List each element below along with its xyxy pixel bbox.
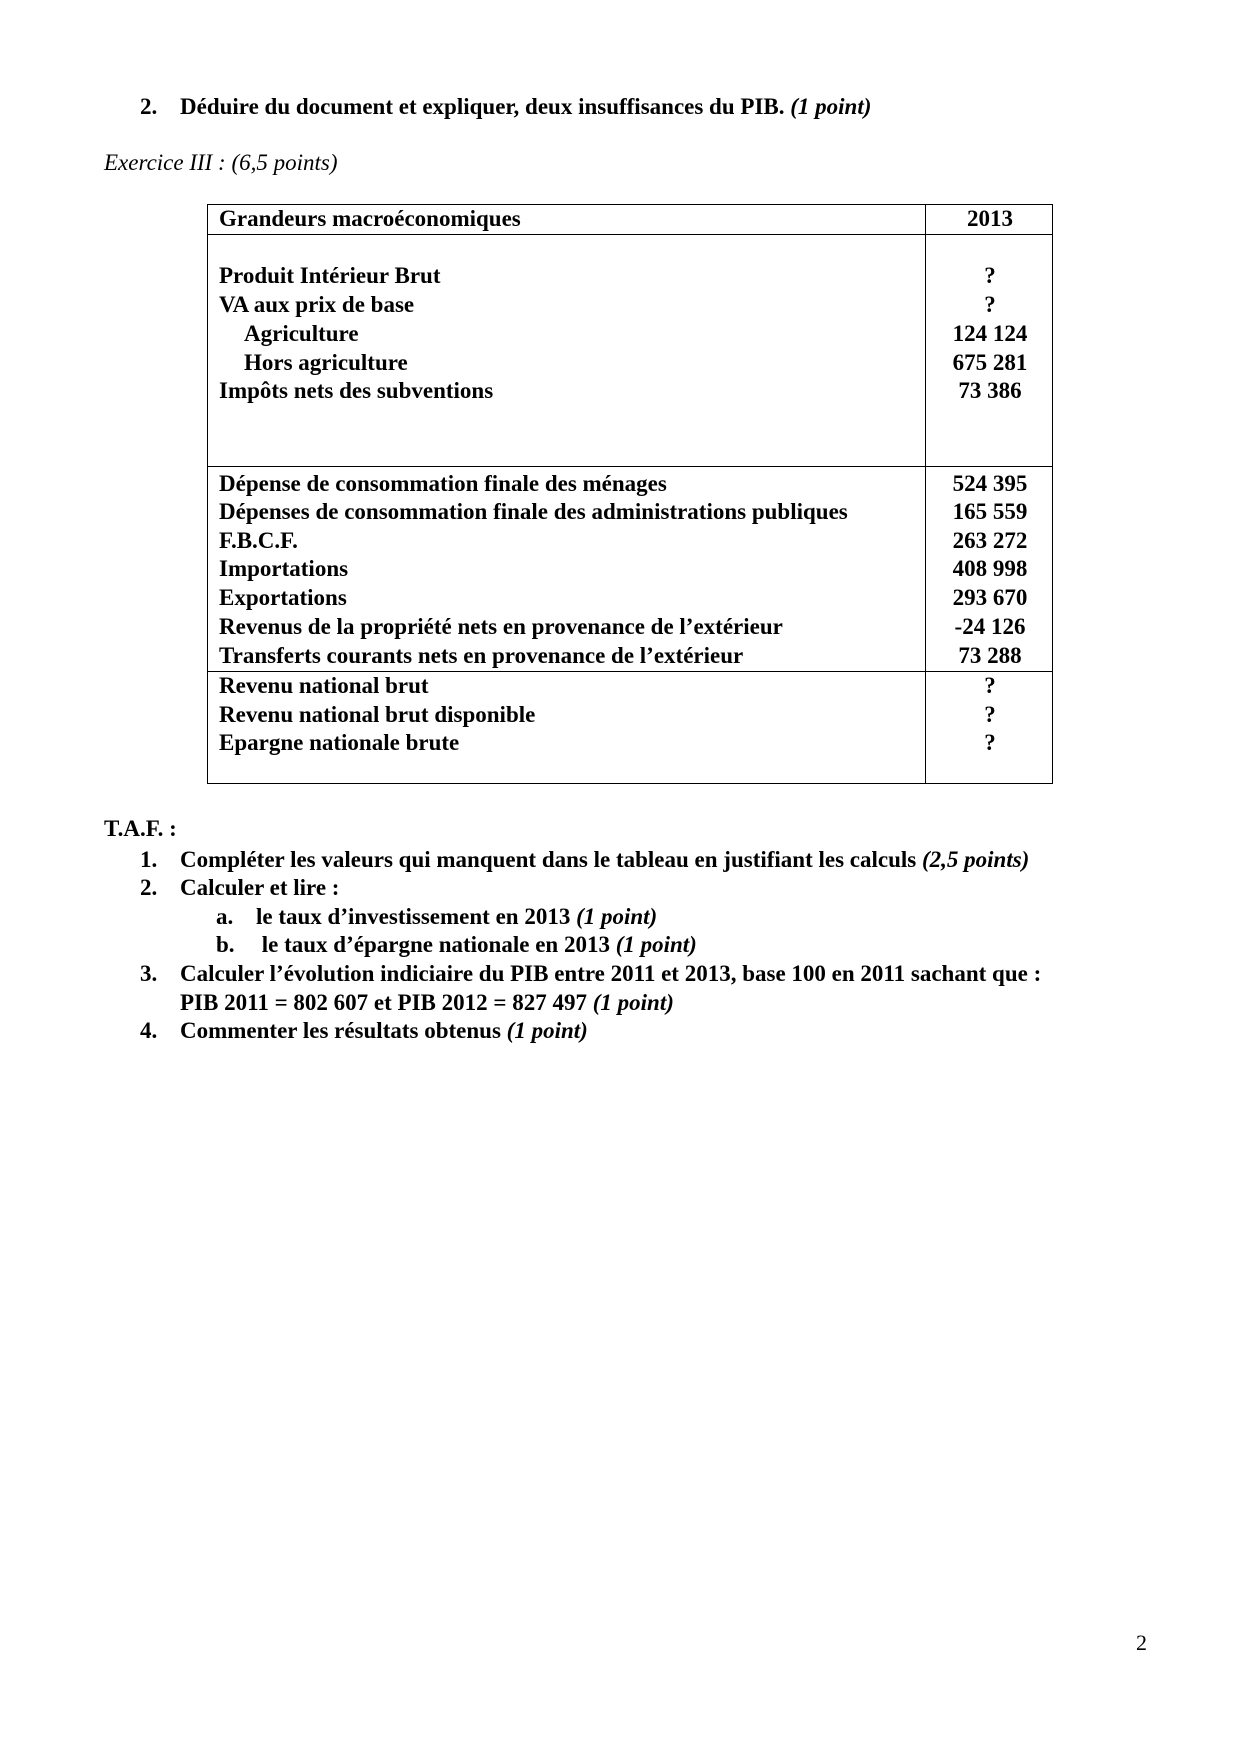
page-number: 2 [1136,1630,1147,1655]
task-1-number: 1. [140,847,158,872]
task-4 [140,1016,588,1045]
task-2b-letter: b. [216,932,235,957]
task-3-points: (1 point) [592,990,674,1015]
table-header-year: 2013 [967,206,1013,231]
row-label-va: VA aux prix de base [219,292,415,317]
task-1-points: (2,5 points) [922,847,1030,872]
task-3-number: 3. [140,961,158,986]
task-2b [216,930,697,959]
row-label-conso-apu: Dépenses de consommation finale des administrations publiques [219,499,848,524]
task-2b-text: le taux d’épargne nationale en 2013 [256,932,616,957]
row-value-epargne: ? [984,730,996,755]
task-2a-text: le taux d’investissement en 2013 [256,904,571,929]
row-label-transferts: Transferts courants nets en provenance de l’extérieur [219,643,744,668]
task-1 [140,845,1029,874]
task-2a [216,902,657,931]
row-label-rnbd: Revenu national brut disponible [219,702,536,727]
row-value-exportations: 293 670 [952,585,1028,610]
row-label-agriculture: Agriculture [244,321,359,346]
task-3 [140,959,1041,988]
row-label-rnb: Revenu national brut [219,673,429,698]
row-value-hors-agriculture: 675 281 [952,350,1028,375]
question-2-text: Déduire du document et expliquer, deux insuffisances du PIB. [180,94,785,119]
row-label-hors-agriculture: Hors agriculture [244,350,408,375]
row-value-conso-apu: 165 559 [952,499,1028,524]
task-2a-letter: a. [216,904,234,929]
exercise-heading: Exercice III : (6,5 points) [104,150,338,175]
row-label-importations: Importations [219,556,349,581]
row-label-exportations: Exportations [219,585,347,610]
task-4-text: Commenter les résultats obtenus [180,1018,501,1043]
taf-heading: T.A.F. : [104,816,177,841]
task-2-number: 2. [140,875,158,900]
table-column-divider [925,205,926,783]
row-value-agriculture: 124 124 [952,321,1028,346]
row-value-pib: ? [984,263,996,288]
row-label-epargne: Epargne nationale brute [219,730,460,755]
question-2-number: 2. [140,94,158,119]
task-2-text: Calculer et lire : [180,875,340,900]
row-value-va: ? [984,292,996,317]
row-value-transferts: 73 288 [958,643,1022,668]
row-label-conso-menages: Dépense de consommation finale des ménages [219,471,667,496]
task-4-number: 4. [140,1018,158,1043]
row-value-revenus-propriete: -24 126 [954,614,1026,639]
row-label-revenus-propriete: Revenus de la propriété nets en provenance de l’extérieur [219,614,783,639]
task-3-text: Calculer l’évolution indiciaire du PIB entre 2011 et 2013, base 100 en 2011 sachant que : [180,961,1042,986]
table-header-divider [208,234,1052,235]
row-label-impots: Impôts nets des subventions [219,378,494,403]
task-2b-points: (1 point) [615,932,697,957]
task-3-continued [180,988,674,1017]
question-2 [140,92,871,121]
row-value-conso-menages: 524 395 [952,471,1028,496]
question-2-points: (1 point) [790,94,872,119]
task-3-continued-text: PIB 2011 = 802 607 et PIB 2012 = 827 497 [180,990,587,1015]
task-2a-points: (1 point) [576,904,658,929]
task-4-points: (1 point) [506,1018,588,1043]
task-2 [140,873,339,902]
row-value-importations: 408 998 [952,556,1028,581]
row-label-fbcf: F.B.C.F. [219,528,298,553]
row-value-rnb: ? [984,673,996,698]
table-header-label: Grandeurs macroéconomiques [219,206,521,231]
row-value-impots: 73 386 [958,378,1022,403]
task-1-text: Compléter les valeurs qui manquent dans le tableau en justifiant les calculs [180,847,917,872]
row-label-pib: Produit Intérieur Brut [219,263,441,288]
row-value-rnbd: ? [984,702,996,727]
row-value-fbcf: 263 272 [952,528,1028,553]
table-section-divider-1 [208,466,1052,467]
macro-table [207,204,1053,784]
